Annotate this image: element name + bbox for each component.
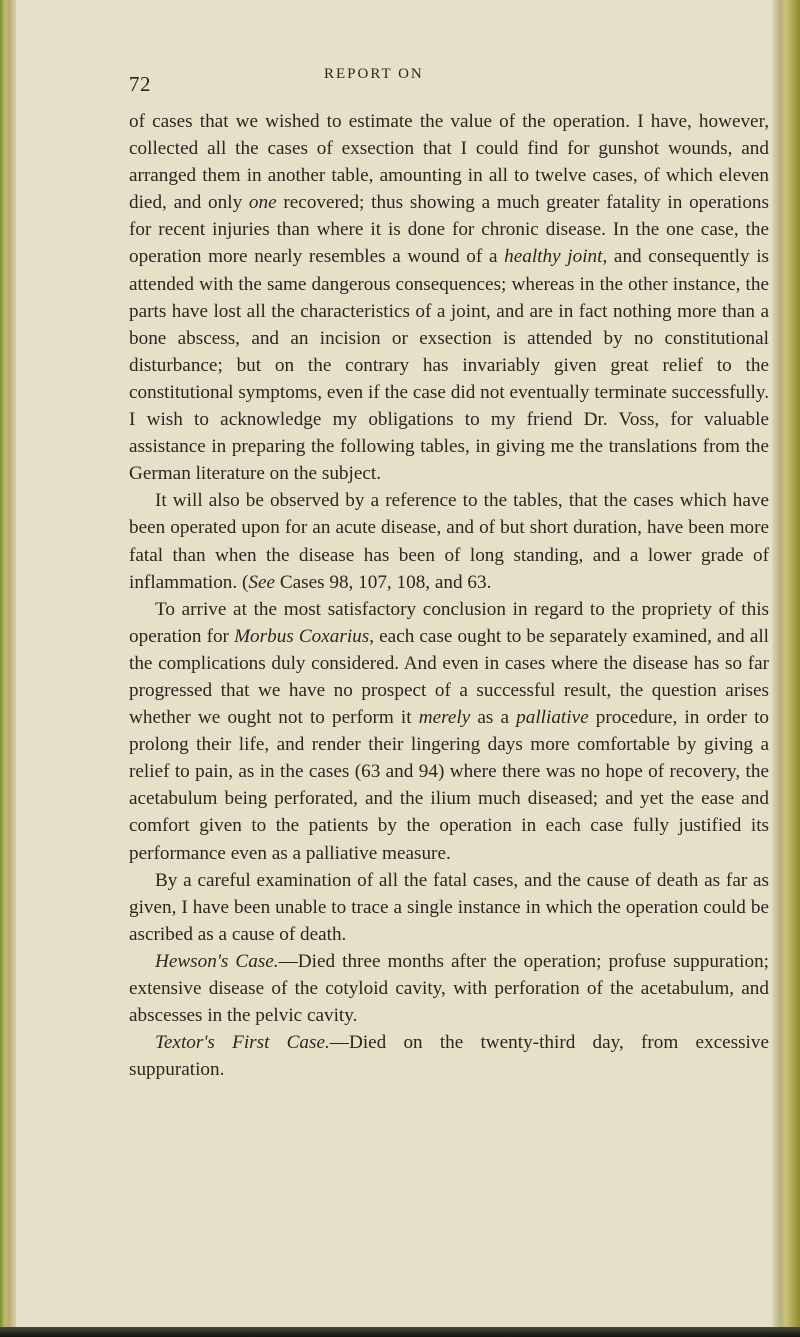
body-text xyxy=(129,108,769,1083)
page-number: 72 xyxy=(129,72,151,96)
paragraph-3: To arrive at the most satisfactory conclusion in regard to the propriety of this operation for Morbus Coxarius, each case ought to be separately examined, and all the complications duly considered. And even in cases where the disease has so far progressed that we have no prospect of a successful result, the question arises whether we ought not to perform it merely as a palliative procedure, in order to prolong their life, and render their lingering days more comfortable by giving a relief to pain, as in the cases (63 and 94) where there was no hope of recovery, the acetabulum being perforated, and the ilium much diseased; and yet the ease and comfort given to the patients by the operation in each case fully justified its performance even as a palliative measure. xyxy=(129,598,770,864)
paragraph-5: Hewson's Case.—Died three months after the operation; profuse suppuration; extensive disease of the cotyloid cavity, with perforation of the acetabulum, and abscesses in the pelvic cavity. xyxy=(129,950,769,1027)
paragraph-4: By a careful examination of all the fatal cases, and the cause of death as far as given, I have been unable to trace a single instance in which the operation could be ascribed as a cause of death. xyxy=(129,869,769,945)
paragraph-2: It will also be observed by a reference to the tables, that the cases which have been operated upon for an acute disease, and of but short duration, have been more fatal than when the disease has been of long standing, and a lower grade of inflammation. (See Cases 98, 107, 108, and 63. xyxy=(129,490,769,593)
paragraph-6: Textor's First Case.—Died on the twenty-third day, from excessive suppuration. xyxy=(129,1032,769,1081)
paragraph-1: of cases that we wished to estimate the value of the operation. I have, however, collected all the cases of exsection that I could find for gunshot wounds, and arranged them in another table, amounting in all to twelve cases, of which eleven died, and only one recovered; thus showing a much greater fatality in operations for recent injuries than where it is done for chronic disease. In the one case, the operation more nearly resembles a wound of a healthy joint, and consequently is attended with the same dangerous consequences; whereas in the other instance, the parts have lost all the characteristics of a joint, and are in fact nothing more than a bone abscess, and an incision or exsection is attended by no constitutional disturbance; but on the contrary has invariably given great relief to the constitutional symptoms, even if the case did not eventually terminate successfully. I wish to acknowledge my obligations to my friend Dr. Voss, for valuable assistance in preparing the following tables, in giving me the translations from the German literature on the subject. xyxy=(129,111,770,485)
page-right-edge xyxy=(772,0,800,1337)
running-title: REPORT ON xyxy=(324,66,424,82)
page-left-edge xyxy=(0,0,16,1337)
page-bottom-edge xyxy=(0,1327,800,1337)
running-head xyxy=(129,64,762,94)
